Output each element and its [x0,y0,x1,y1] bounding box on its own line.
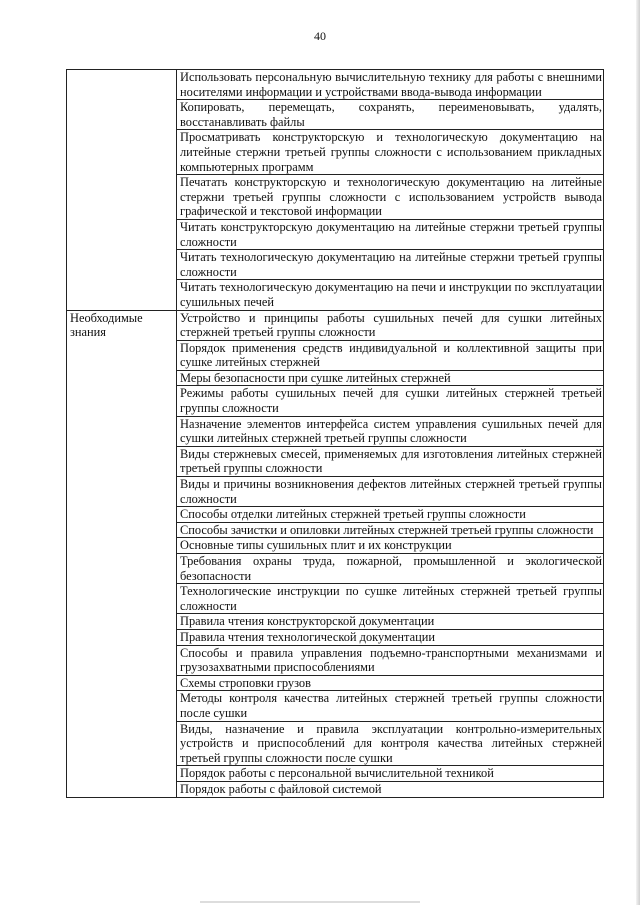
row-label-continued [67,70,177,311]
list-item: Технологические инструкции по сушке литейных стержней третьей группы сложности [177,584,604,614]
list-item: Копировать, перемещать, сохранять, переименовывать, удалять, восстанавливать файлы [177,100,604,130]
list-item: Требования охраны труда, пожарной, промышленной и экологической безопасности [177,554,604,584]
scan-bottom-mark [200,901,420,903]
list-item: Назначение элементов интерфейса систем управления сушильных печей для сушки литейных стержней третьей группы сложности [177,416,604,446]
competency-table [66,69,604,798]
list-item: Использовать персональную вычислительную технику для работы с внешними носителями информации и устройствами ввода-вывода информации [177,70,604,100]
list-item: Просматривать конструкторскую и технологическую документацию на литейные стержни третьей группы сложности с использованием прикладных компьютерных программ [177,130,604,175]
list-item: Методы контроля качества литейных стержней третьей группы сложности после сушки [177,691,604,721]
page-number: 40 [314,29,326,43]
list-item: Порядок применения средств индивидуальной и коллективной защиты при сушке литейных стержней [177,340,604,370]
list-item: Правила чтения технологической документации [177,629,604,645]
list-item: Виды, назначение и правила эксплуатации контрольно-измерительных устройств и приспособлений для контроля качества литейных стержней третьей группы сложности после сушки [177,721,604,766]
list-item: Основные типы сушильных плит и их конструкции [177,538,604,554]
list-item: Способы и правила управления подъемно-транспортными механизмами и грузозахватными приспособлениями [177,645,604,675]
list-item: Способы отделки литейных стержней третьей группы сложности [177,507,604,523]
list-item: Способы зачистки и опиловки литейных стержней третьей группы сложности [177,522,604,538]
row-label-knowledge: Необходимые знания [67,310,177,797]
list-item: Читать конструкторскую документацию на литейные стержни третьей группы сложности [177,219,604,249]
list-item: Схемы строповки грузов [177,675,604,691]
list-item: Порядок работы с персональной вычислительной техникой [177,766,604,782]
table-row [67,310,604,340]
list-item: Читать технологическую документацию на печи и инструкции по эксплуатации сушильных печей [177,280,604,310]
list-item: Печатать конструкторскую и технологическую документацию на литейные стержни третьей группы сложности с использованием устройств вывода графической и текстовой информации [177,175,604,220]
scan-edge-shadow [636,0,640,905]
list-item: Виды стержневых смесей, применяемых для изготовления литейных стержней третьей группы сложности [177,446,604,476]
list-item: Читать технологическую документацию на литейные стержни третьей группы сложности [177,250,604,280]
list-item: Устройство и принципы работы сушильных печей для сушки литейных стержней третьей группы сложности [177,310,604,340]
list-item: Порядок работы с файловой системой [177,781,604,797]
list-item: Режимы работы сушильных печей для сушки литейных стержней третьей группы сложности [177,386,604,416]
list-item: Меры безопасности при сушке литейных стержней [177,370,604,386]
table-row [67,70,604,100]
list-item: Виды и причины возникновения дефектов литейных стержней третьей группы сложности [177,477,604,507]
list-item: Правила чтения конструкторской документации [177,614,604,630]
